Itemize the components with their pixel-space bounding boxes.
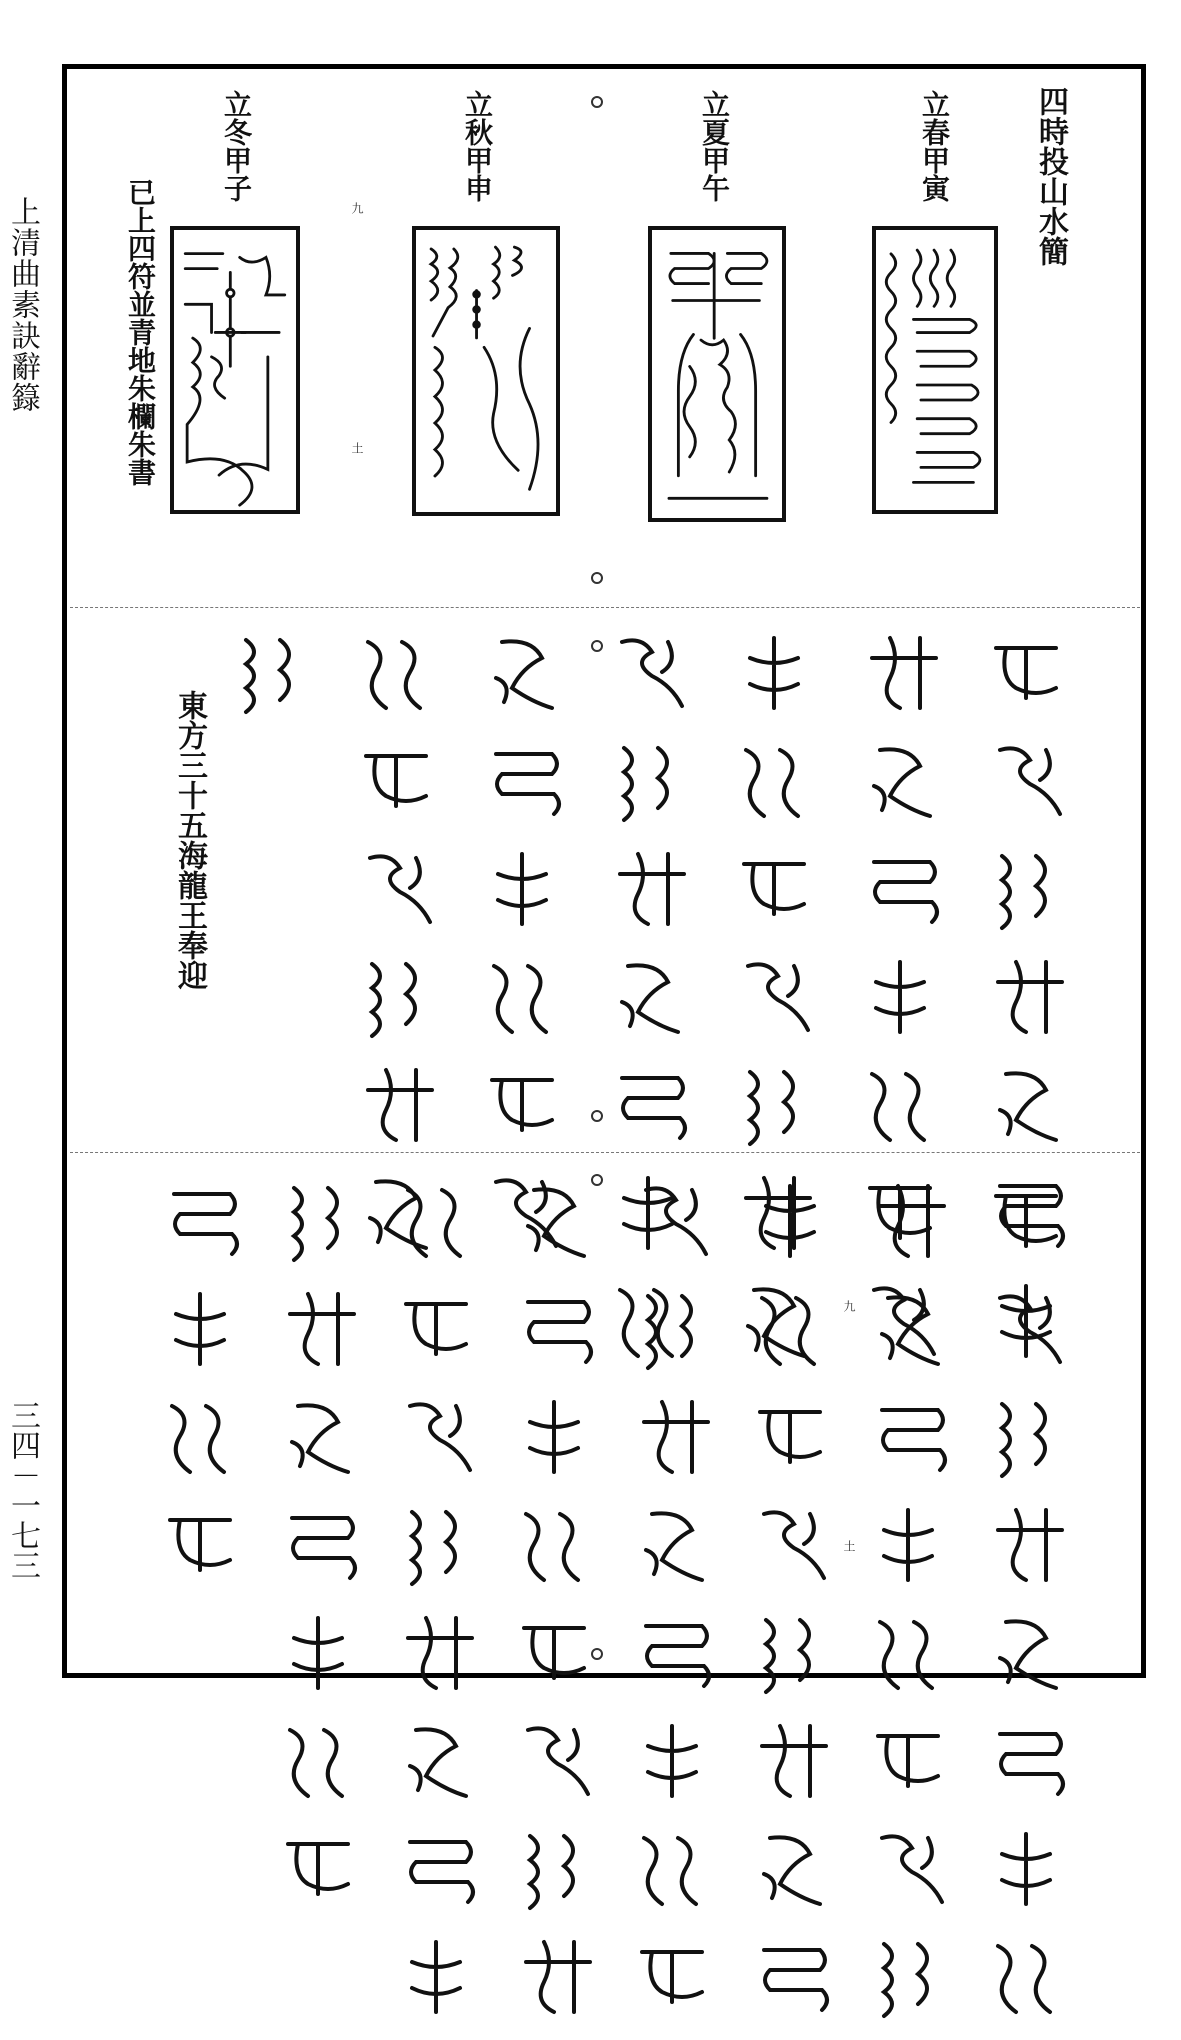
register-circle: [591, 640, 603, 652]
seal-glyph: [608, 628, 694, 714]
seal-glyph: [514, 1716, 600, 1802]
seal-glyph: [860, 1060, 946, 1146]
seal-glyph: [986, 1060, 1072, 1146]
seal-glyph: [356, 736, 442, 822]
seal-glyph: [632, 1176, 718, 1262]
seal-glyph: [278, 1716, 364, 1802]
seal-column: [396, 1176, 482, 2040]
seal-glyph: [860, 844, 946, 930]
seal-glyph: [860, 628, 946, 714]
seal-glyph: [632, 1284, 718, 1370]
seal-glyph: [986, 952, 1072, 1038]
small-mark: 土: [350, 442, 364, 454]
seal-glyph: [868, 1932, 954, 2018]
seal-column: [514, 1176, 600, 2040]
seal-glyph: [986, 1824, 1072, 1910]
talisman-label-summer: 立夏甲午: [698, 90, 731, 202]
seal-glyph: [986, 1716, 1072, 1802]
seal-glyph: [632, 1932, 718, 2018]
seal-glyph: [482, 844, 568, 930]
seal-glyph: [734, 628, 820, 714]
seal-glyph: [750, 1284, 836, 1370]
seal-glyph: [986, 1284, 1072, 1370]
seal-glyph: [750, 1608, 836, 1694]
seal-glyph: [632, 1392, 718, 1478]
seal-glyph: [396, 1716, 482, 1802]
seal-glyph: [986, 628, 1072, 714]
seal-glyph: [632, 1608, 718, 1694]
seal-glyph: [868, 1176, 954, 1262]
seal-glyph: [356, 844, 442, 930]
register-circle: [591, 572, 603, 584]
seal-glyph: [750, 1824, 836, 1910]
seal-glyph: [160, 1500, 246, 1586]
seal-glyph: [868, 1500, 954, 1586]
seal-column: [632, 1176, 718, 2040]
talisman-note: 已上四符並青地朱欄朱書: [124, 178, 157, 486]
seal-glyph: [514, 1176, 600, 1262]
seal-glyph: [734, 1060, 820, 1146]
divider-top: [70, 607, 1140, 608]
seal-column: [750, 1176, 836, 2040]
seal-glyph: [986, 1500, 1072, 1586]
seal-glyph: [632, 1500, 718, 1586]
talisman-spring-glyph: [876, 230, 994, 510]
seal-glyph: [230, 628, 316, 714]
seal-glyph: [396, 1608, 482, 1694]
small-mark: 九: [350, 202, 364, 214]
talisman-spring: [872, 226, 998, 514]
seal-glyph: [868, 1716, 954, 1802]
seal-glyph: [860, 952, 946, 1038]
seal-glyph: [986, 1932, 1072, 2018]
seal-glyph: [356, 952, 442, 1038]
caption-dragon-king: 東方三十五海龍王奉迎: [172, 690, 207, 990]
register-circle: [591, 1110, 603, 1122]
seal-glyph: [396, 1824, 482, 1910]
seal-glyph: [396, 1176, 482, 1262]
seal-glyph: [396, 1932, 482, 2018]
seal-glyph: [608, 736, 694, 822]
seal-glyph: [750, 1716, 836, 1802]
seal-glyph: [868, 1608, 954, 1694]
heading-four-seasons: 四時投山水簡: [1033, 86, 1068, 266]
seal-glyph: [482, 1060, 568, 1146]
seal-glyph: [608, 1060, 694, 1146]
seal-glyph: [278, 1284, 364, 1370]
seal-glyph: [396, 1284, 482, 1370]
seal-glyph: [278, 1176, 364, 1262]
seal-glyph: [160, 1176, 246, 1262]
page-number: 三四－一七三: [5, 1400, 40, 1580]
talisman-winter-glyph: [174, 230, 296, 510]
seal-glyph: [482, 952, 568, 1038]
seal-glyph: [608, 844, 694, 930]
seal-column: [868, 1176, 954, 2040]
seal-glyph: [356, 628, 442, 714]
seal-glyph: [160, 1392, 246, 1478]
seal-glyph: [986, 1608, 1072, 1694]
seal-glyph: [750, 1176, 836, 1262]
seal-glyph: [278, 1500, 364, 1586]
seal-glyph: [514, 1932, 600, 2018]
seal-glyph: [160, 1284, 246, 1370]
seal-glyph: [868, 1284, 954, 1370]
seal-glyph: [482, 628, 568, 714]
seal-glyph: [608, 952, 694, 1038]
talisman-label-autumn: 立秋甲申: [461, 90, 494, 202]
seal-glyph: [750, 1500, 836, 1586]
seal-glyph: [632, 1716, 718, 1802]
seal-glyph: [986, 736, 1072, 822]
seal-glyph: [396, 1500, 482, 1586]
seal-glyph: [514, 1824, 600, 1910]
seal-glyph: [278, 1392, 364, 1478]
seal-glyph: [986, 1392, 1072, 1478]
seal-glyph: [986, 1176, 1072, 1262]
seal-glyph: [750, 1392, 836, 1478]
talisman-label-winter: 立冬甲子: [220, 90, 253, 202]
seal-glyph: [514, 1608, 600, 1694]
seal-glyph: [396, 1392, 482, 1478]
register-circle: [591, 96, 603, 108]
seal-glyph: [632, 1824, 718, 1910]
seal-glyph: [868, 1824, 954, 1910]
seal-glyph: [278, 1608, 364, 1694]
talisman-label-spring: 立春甲寅: [918, 90, 951, 202]
seal-glyph: [482, 736, 568, 822]
seal-column: [278, 1176, 364, 1932]
seal-glyph: [514, 1392, 600, 1478]
seal-glyph: [734, 844, 820, 930]
talisman-summer-glyph: [652, 230, 782, 518]
seal-column: [160, 1176, 246, 1608]
talisman-autumn: [412, 226, 560, 516]
seal-column: [230, 628, 316, 736]
seal-glyph: [514, 1284, 600, 1370]
small-mark: 九: [842, 1300, 856, 1312]
book-title: 上清曲素訣辭籙: [5, 196, 40, 413]
seal-column: [986, 1176, 1072, 2040]
seal-glyph: [986, 844, 1072, 930]
seal-glyph: [356, 1060, 442, 1146]
seal-glyph: [750, 1932, 836, 2018]
divider-bottom: [70, 1152, 1140, 1153]
talisman-winter: [170, 226, 300, 514]
seal-glyph: [278, 1824, 364, 1910]
seal-glyph: [868, 1392, 954, 1478]
seal-glyph: [860, 736, 946, 822]
seal-glyph: [514, 1500, 600, 1586]
seal-glyph: [734, 952, 820, 1038]
talisman-summer: [648, 226, 786, 522]
small-mark: 土: [842, 1540, 856, 1552]
talisman-autumn-glyph: [416, 230, 556, 512]
seal-glyph: [734, 736, 820, 822]
